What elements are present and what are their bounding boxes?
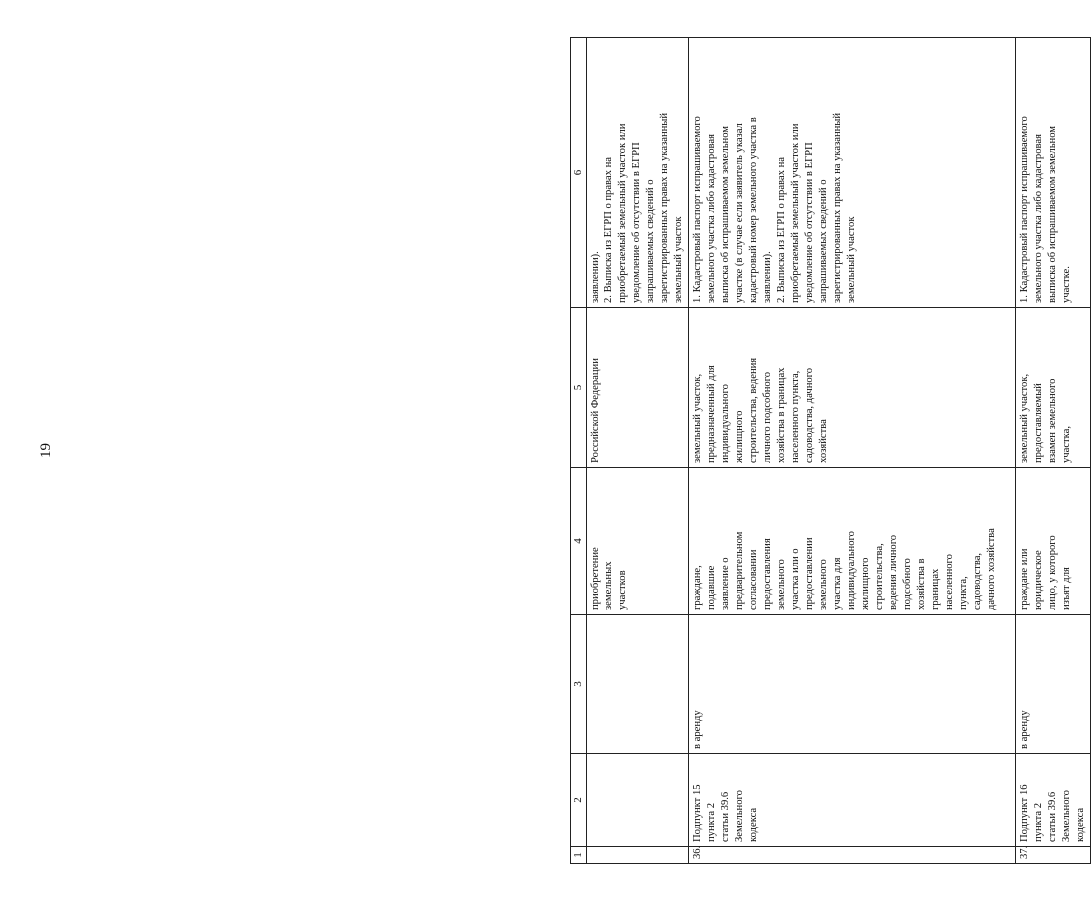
row-number-cell: 37. xyxy=(1016,847,1091,864)
cell-line: садоводства, дачного xyxy=(804,367,816,463)
row-number-cell: 36. xyxy=(689,847,1016,864)
cell-line: выписка об испрашиваемом земельном xyxy=(720,126,732,303)
cell-line: земельный участок, xyxy=(692,373,704,463)
applicants-cell xyxy=(586,468,689,615)
cell-line: индивидуального xyxy=(720,384,732,463)
cell-line: участке. xyxy=(1061,266,1073,303)
cell-line: строительства, ведения xyxy=(748,357,760,463)
cell-line: юридическое xyxy=(1033,550,1045,610)
cell-line: выписка об испрашиваемом земельном xyxy=(1047,126,1059,303)
table xyxy=(570,37,1091,864)
cell-line: Подпункт 15 xyxy=(692,784,704,842)
cell-line: жилищного xyxy=(859,557,871,610)
cell-line: индивидуального xyxy=(845,531,857,610)
cell-line: хозяйства в границах xyxy=(776,367,788,463)
cell-line: земельный участок, xyxy=(1019,373,1031,463)
cell-line: земельного xyxy=(776,559,788,610)
cell-line: заявлении). xyxy=(762,251,774,303)
cell-line: приобретаемый земельный участок или xyxy=(790,123,802,303)
cell-line: строительства, xyxy=(873,543,885,610)
header-col-4: 4 xyxy=(571,468,587,615)
type-cell: в аренду xyxy=(689,615,1016,754)
header-col-2: 2 xyxy=(571,754,587,847)
cell-line: участка для xyxy=(831,557,843,610)
cell-line: участков xyxy=(617,570,629,610)
cell-line: 1. Кадастровый паспорт испрашиваемого xyxy=(1019,116,1031,303)
cell-line: заявление о xyxy=(720,557,732,610)
cell-line: согласовании xyxy=(748,549,760,610)
cell-line: подавшие xyxy=(706,565,718,610)
basis-cell xyxy=(689,754,1016,847)
cell-line: участка или о xyxy=(790,548,802,610)
cell-line: уведомление об отсутствии в ЕГРП xyxy=(631,142,643,303)
documents-cell xyxy=(586,38,689,308)
cell-line: 2. Выписка из ЕГРП о правах на xyxy=(776,157,788,303)
land-allotment-table xyxy=(570,38,1087,864)
table-row xyxy=(689,38,1016,864)
cell-line: земельный участок xyxy=(845,216,857,303)
cell-line: уведомление об отсутствии в ЕГРП xyxy=(804,142,816,303)
documents-cell xyxy=(1016,38,1091,308)
cell-line: Земельного кодекса xyxy=(734,790,760,842)
table-row xyxy=(1016,38,1091,864)
cell-line: статьи 39.6 xyxy=(720,791,732,842)
cell-line: подсобного xyxy=(901,558,913,610)
cell-line: предоставления xyxy=(762,538,774,610)
cell-line: предоставляемый xyxy=(1033,383,1045,463)
header-col-3: 3 xyxy=(571,615,587,754)
cell-line: лицо, у которого xyxy=(1047,535,1059,610)
cell-line: границах xyxy=(929,568,941,610)
land-cell xyxy=(1016,308,1091,468)
header-col-6: 6 xyxy=(571,38,587,308)
cell-line: 2. Выписка из ЕГРП о правах на xyxy=(603,157,615,303)
cell-line: хозяйства xyxy=(818,419,830,463)
cell-line: земельных xyxy=(603,561,615,610)
basis-cell xyxy=(1016,754,1091,847)
cell-line: пункта 2 xyxy=(1033,802,1045,842)
cell-line: статьи 39.6 xyxy=(1047,791,1059,842)
cell-line: изъят для xyxy=(1061,567,1073,610)
cell-line: дачного хозяйства xyxy=(985,528,997,610)
applicants-cell xyxy=(689,468,1016,615)
applicants-cell xyxy=(1016,468,1091,615)
cell-line: 1. Кадастровый паспорт испрашиваемого xyxy=(692,116,704,303)
cell-line: граждане, xyxy=(692,565,704,610)
cell-line: пункта 2 xyxy=(706,802,718,842)
cell-line: Подпункт 16 xyxy=(1019,784,1031,842)
cell-line: земельного участка либо кадастровая xyxy=(1033,134,1045,303)
cell-line: ведения личного xyxy=(887,534,899,610)
cell-line: земельный участок xyxy=(673,216,685,303)
page-number: 19 xyxy=(38,443,54,458)
header-col-1: 1 xyxy=(571,847,587,864)
type-cell: в аренду xyxy=(1016,615,1091,754)
cell-line: запрашиваемых сведений о xyxy=(818,179,830,303)
cell-line: предназначенный для xyxy=(706,365,718,463)
cell-line: населенного пункта, xyxy=(790,370,802,463)
cell-line: кадастровый номер земельного участка в xyxy=(748,117,760,303)
documents-cell xyxy=(689,38,1016,308)
type-cell xyxy=(586,615,689,754)
cell-line: предварительном xyxy=(734,531,746,610)
cell-line: Российской Федерации xyxy=(589,358,601,463)
cell-line: садоводства, xyxy=(971,552,983,610)
land-cell xyxy=(689,308,1016,468)
cell-line: земельного xyxy=(818,559,830,610)
cell-line: взамен земельного xyxy=(1047,378,1059,463)
cell-line: пункта, xyxy=(957,576,969,610)
table-row xyxy=(586,38,689,864)
cell-line: участка, xyxy=(1061,426,1073,463)
cell-line: приобретаемый земельный участок или xyxy=(617,123,629,303)
cell-line: граждане или xyxy=(1019,548,1031,610)
cell-line: зарегистрированных правах на указанный xyxy=(659,112,671,303)
cell-line: земельного участка либо кадастровая xyxy=(706,134,718,303)
basis-cell xyxy=(586,754,689,847)
cell-line: хозяйства в xyxy=(915,558,927,610)
cell-line: предоставлении xyxy=(804,537,816,610)
cell-line: жилищного xyxy=(734,410,746,463)
header-col-5: 5 xyxy=(571,308,587,468)
cell-line: запрашиваемых сведений о xyxy=(645,179,657,303)
table-header-row xyxy=(571,38,587,864)
cell-line: населенного xyxy=(943,554,955,610)
cell-line: заявлении). xyxy=(589,251,601,303)
cell-line: участке (в случае если заявитель указал xyxy=(734,123,746,303)
cell-line: зарегистрированных правах на указанный xyxy=(831,112,843,303)
land-cell xyxy=(586,308,689,468)
row-number-cell xyxy=(586,847,689,864)
cell-line: приобретение xyxy=(589,547,601,610)
cell-line: личного подсобного xyxy=(762,371,774,463)
cell-line: Земельного кодекса xyxy=(1061,790,1087,842)
